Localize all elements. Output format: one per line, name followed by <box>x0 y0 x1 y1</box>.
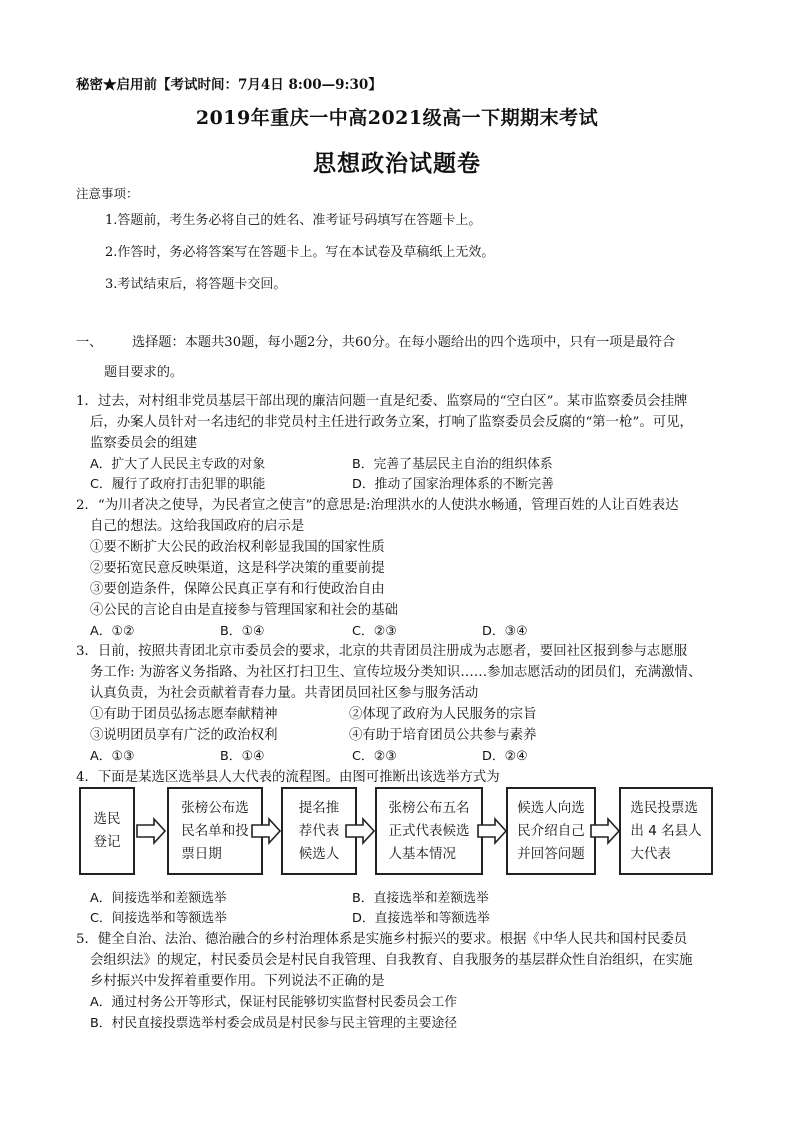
q1-option-c: C．履行了政府打击犯罪的职能 <box>90 477 266 492</box>
section-instructions: 选择题：本题共30题，每小题2分，共60分。在每小题给出的四个选项中，只有一项是最符合 <box>132 335 676 350</box>
q3-line: 认真负责，为社会贡献着青春力量。共青团员回社区参与服务活动 <box>90 686 479 701</box>
q2-line: 自己的想法。这给我国政府的启示是 <box>90 519 305 534</box>
q2-statement: ②要拓宽民意反映渠道，这是科学决策的重要前提 <box>90 561 385 576</box>
section-heading <box>76 331 675 350</box>
exam-secret-line: 秘密★启用前【考试时间：7月4日 8:00—9:30】 <box>76 77 382 93</box>
flow-step-2 <box>167 787 263 875</box>
q5-line: 会组织法》的规定，村民委员会是村民自我管理、自我教育、自我服务的基层群众性自治组织，在实施 <box>90 953 693 968</box>
q4-option-d: D．直接选举和等额选举 <box>352 911 490 926</box>
flow-step-2-line: 民名单和投 <box>181 822 249 839</box>
flow-arrow-icon <box>590 817 620 845</box>
q4-option-b: B．直接选举和差额选举 <box>352 891 489 906</box>
note-item: 1.答题前，考生务必将自己的姓名、准考证号码填写在答题卡上。 <box>105 213 482 228</box>
flow-arrow-icon <box>251 817 281 845</box>
flow-step-3-line: 候选人 <box>298 845 340 862</box>
q3-option-c: C．②③ <box>352 749 397 764</box>
q3-option-b: B．①④ <box>220 749 265 764</box>
q5-option-b: B．村民直接投票选举村委会成员是村民参与民主管理的主要途径 <box>90 1016 458 1031</box>
flow-step-6-line: 大代表 <box>630 845 671 862</box>
flow-step-1-line: 选民 <box>93 811 121 827</box>
flow-step-2-line: 票日期 <box>181 845 222 862</box>
q5-option-a: A．通过村务公开等形式，保证村民能够切实监督村民委员会工作 <box>90 995 458 1010</box>
q5-line: 5．健全自治、法治、德治融合的乡村治理体系是实施乡村振兴的要求。根据《中华人民共和国村民委员 <box>76 932 688 947</box>
notes-heading: 注意事项： <box>76 186 139 201</box>
q2-option-c: C．②③ <box>352 624 397 639</box>
flow-step-6-line: 出 4 名县人 <box>630 822 702 839</box>
q1-line: 1．过去，对村组非党员基层干部出现的廉洁问题一直是纪委、监察局的“空白区”。某市监察委员会挂牌 <box>76 394 688 409</box>
q2-option-d: D．③④ <box>482 624 528 639</box>
election-flowchart <box>79 787 719 877</box>
flow-step-5 <box>506 787 596 875</box>
flow-arrow-icon <box>345 817 375 845</box>
exam-subtitle: 思想政治试题卷 <box>313 150 481 177</box>
q1-option-b: B．完善了基层民主自治的组织体系 <box>352 457 553 472</box>
q3-line: 3．日前，按照共青团北京市委员会的要求，北京的共青团员注册成为志愿者，要回社区报到参与志愿服 <box>76 644 688 659</box>
exam-title: 2019年重庆一中高2021级高一下期期末考试 <box>195 107 599 129</box>
flow-arrow-icon <box>136 817 166 845</box>
q1-option-d: D．推动了国家治理体系的不断完善 <box>352 477 554 492</box>
flow-step-2-line: 张榜公布选 <box>181 799 249 816</box>
q2-option-b: B．①④ <box>220 624 265 639</box>
q3-statement: ②体现了政府为人民服务的宗旨 <box>349 707 537 722</box>
q3-statement: ①有助于团员弘扬志愿奉献精神 <box>90 707 278 722</box>
q4-option-c: C．间接选举和等额选举 <box>90 911 227 926</box>
flow-step-4-line: 正式代表候选 <box>388 822 470 839</box>
flow-step-1 <box>79 787 135 875</box>
flow-step-4-line: 人基本情况 <box>388 845 456 862</box>
q3-line: 务工作: 为游客义务指路、为社区打扫卫生、宣传垃圾分类知识……参加志愿活动的团员们，充满激情、 <box>90 665 702 680</box>
note-item: 3.考试结束后，将答题卡交回。 <box>105 277 287 292</box>
q2-line: 2．“为川者决之使导，为民者宣之使言”的意思是:治理洪水的人使洪水畅通，管理百姓的人让百姓表达 <box>76 498 679 513</box>
note-item: 2.作答时，务必将答案写在答题卡上。写在本试卷及草稿纸上无效。 <box>105 245 495 260</box>
flow-step-4 <box>375 787 483 875</box>
q3-option-a: A．①③ <box>90 749 135 764</box>
flow-step-5-line: 候选人向选 <box>517 799 585 816</box>
q3-statement: ④有助于培育团员公共参与素养 <box>349 728 537 743</box>
q4-option-a: A．间接选举和差额选举 <box>90 891 227 906</box>
q4-stem: 4．下面是某选区选举县人大代表的流程图。由图可推断出该选举方式为 <box>76 770 500 785</box>
flow-step-3-line: 提名推 <box>298 799 340 816</box>
q3-option-d: D．②④ <box>482 749 528 764</box>
flow-arrow-icon <box>477 817 507 845</box>
section-instructions-cont: 题目要求的。 <box>104 365 184 380</box>
flow-step-6 <box>619 787 713 875</box>
q1-line: 后，办案人员针对一名违纪的非党员村主任进行政务立案，打响了监察委员会反腐的“第一枪”。可见， <box>90 415 693 430</box>
flow-step-5-line: 并回答问题 <box>517 845 585 862</box>
section-number: 一、 <box>76 335 103 350</box>
flow-step-3-line: 荐代表 <box>298 822 340 839</box>
q5-line: 乡村振兴中发挥着重要作用。下列说法不正确的是 <box>90 974 385 989</box>
q2-statement: ③要创造条件，保障公民真正享有和行使政治自由 <box>90 582 385 597</box>
flow-step-6-line: 选民投票选 <box>630 799 698 816</box>
flow-step-1-line: 登记 <box>93 834 121 850</box>
q2-option-a: A．①② <box>90 624 135 639</box>
flow-step-5-line: 民介绍自己 <box>517 822 585 839</box>
q1-line: 监察委员会的组建 <box>90 436 198 451</box>
q1-option-a: A．扩大了人民民主专政的对象 <box>90 457 266 472</box>
flow-step-4-line: 张榜公布五名 <box>388 799 470 816</box>
q3-statement: ③说明团员享有广泛的政治权利 <box>90 728 278 743</box>
q2-statement: ④公民的言论自由是直接参与管理国家和社会的基础 <box>90 603 398 618</box>
q2-statement: ①要不断扩大公民的政治权利彰显我国的国家性质 <box>90 540 385 555</box>
